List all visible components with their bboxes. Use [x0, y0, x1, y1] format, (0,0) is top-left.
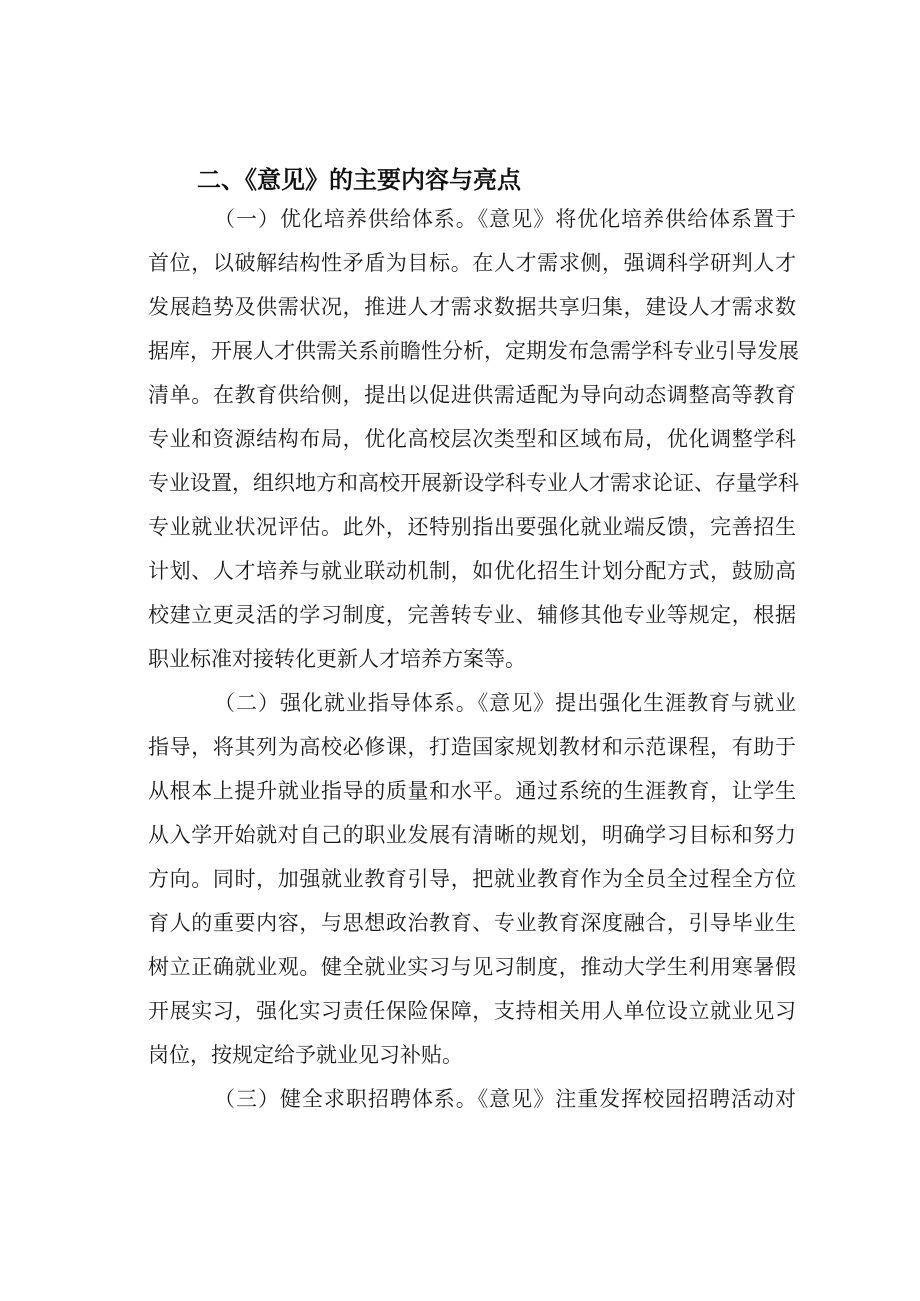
paragraph-line: 发展趋势及供需状况，推进人才需求数据共享归集，建设人才需求数 — [148, 295, 796, 319]
paragraph-line: 开展实习，强化实习责任保险保障，支持相关用人单位设立就业见习 — [148, 999, 796, 1023]
paragraph-line: 计划、人才培养与就业联动机制，如优化招生计划分配方式，鼓励高 — [148, 559, 796, 583]
paragraph-line: （三）健全求职招聘体系。《意见》注重发挥校园招聘活动对 — [214, 1087, 796, 1111]
paragraph-line: 清单。在教育供给侧，提出以促进供需适配为导向动态调整高等教育 — [148, 383, 796, 407]
paragraph-line: 指导，将其列为高校必修课，打造国家规划教材和示范课程，有助于 — [148, 735, 796, 759]
paragraph-line: 专业就业状况评估。此外，还特别指出要强化就业端反馈，完善招生 — [148, 515, 796, 539]
paragraph-line: 树立正确就业观。健全就业实习与见习制度，推动大学生利用寒暑假 — [148, 955, 796, 979]
section-heading: 二、《意见》的主要内容与亮点 — [197, 166, 521, 194]
paragraph-line: 岗位，按规定给予就业见习补贴。 — [148, 1043, 463, 1067]
paragraph-line: 职业标准对接转化更新人才培养方案等。 — [148, 647, 526, 671]
paragraph-line: 首位，以破解结构性矛盾为目标。在人才需求侧，强调科学研判人才 — [148, 251, 796, 275]
paragraph-line: 据库，开展人才供需关系前瞻性分析，定期发布急需学科专业引导发展 — [148, 339, 799, 363]
paragraph-line: 从入学开始就对自己的职业发展有清晰的规划，明确学习目标和努力 — [148, 823, 796, 847]
paragraph-line: 专业和资源结构布局，优化高校层次类型和区域布局，优化调整学科 — [148, 427, 796, 451]
paragraph-line: 从根本上提升就业指导的质量和水平。通过系统的生涯教育，让学生 — [148, 779, 796, 803]
paragraph-line: 育人的重要内容，与思想政治教育、专业教育深度融合，引导毕业生 — [148, 911, 796, 935]
paragraph-line: 方向。同时，加强就业教育引导，把就业教育作为全员全过程全方位 — [148, 867, 796, 891]
paragraph-line: 专业设置，组织地方和高校开展新设学科专业人才需求论证、存量学科 — [148, 471, 799, 495]
paragraph-line: 校建立更灵活的学习制度，完善转专业、辅修其他专业等规定，根据 — [148, 603, 796, 627]
paragraph-line: （一）优化培养供给体系。《意见》将优化培养供给体系置于 — [214, 207, 796, 231]
paragraph-line: （二）强化就业指导体系。《意见》提出强化生涯教育与就业 — [214, 691, 796, 715]
